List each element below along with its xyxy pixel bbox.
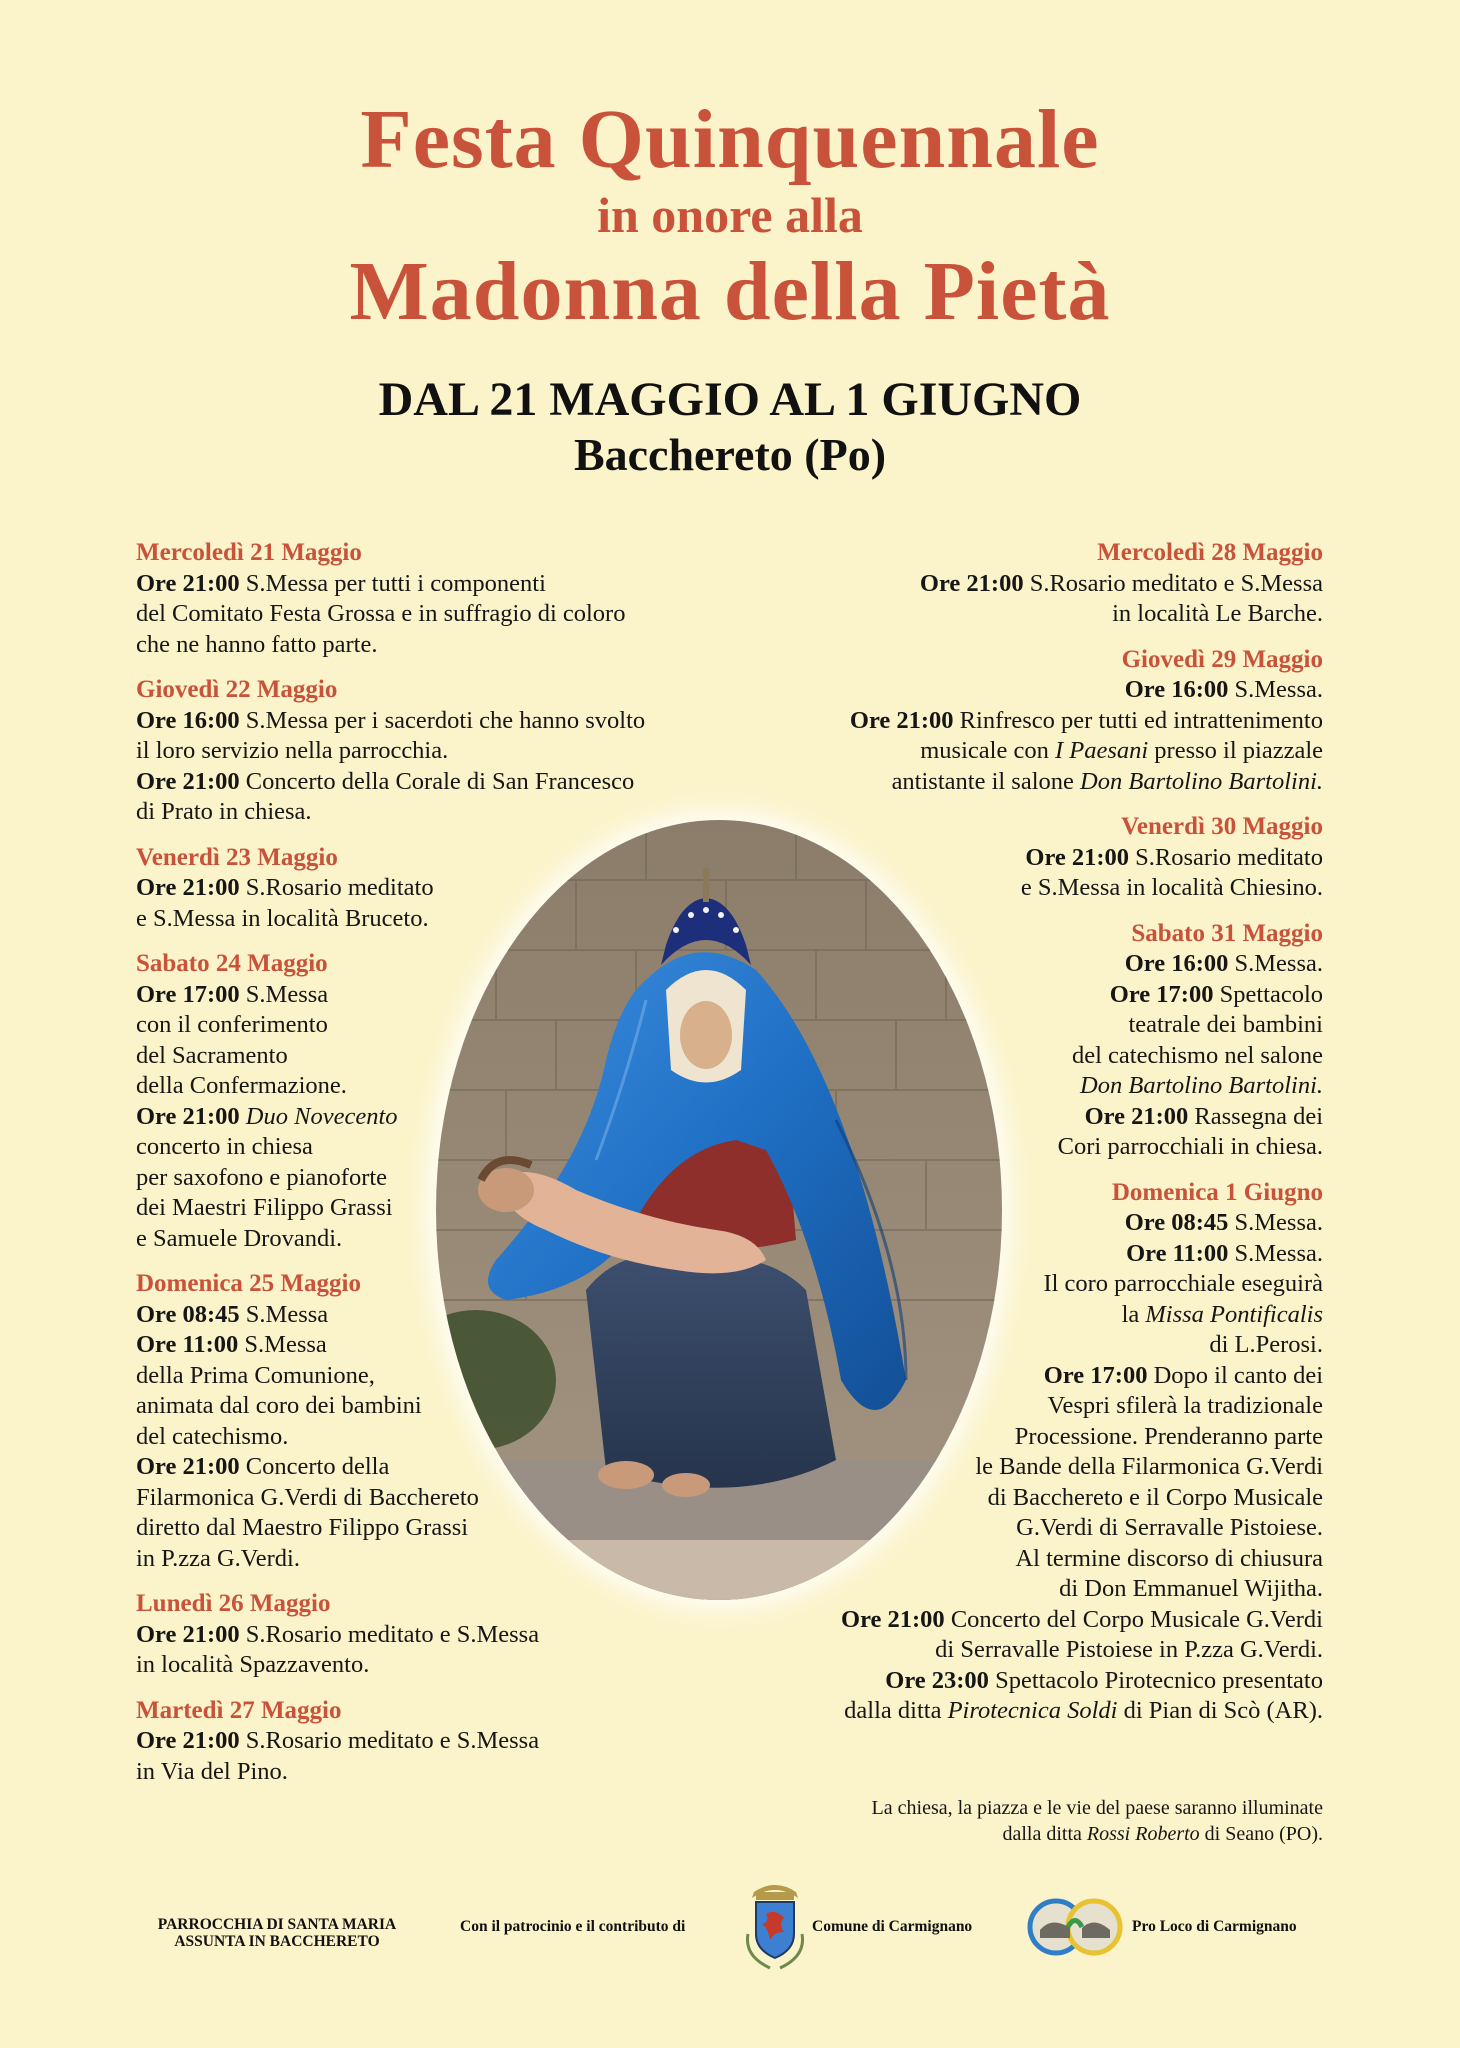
footer-patronage: Con il patrocinio e il contributo di [460,1918,686,1935]
schedule-line [720,675,1323,706]
schedule-line [720,1666,1323,1697]
title-line-3: Madonna della Pietà [349,245,1111,338]
schedule-text: del catechismo nel salone [1071,1041,1323,1069]
schedule-text: di Don Emmanuel Wijitha. [1059,1575,1323,1602]
schedule-text: Dopo il canto dei [1147,1361,1323,1389]
schedule-text: G.Verdi di Serravalle Pistoiese. [1016,1514,1323,1541]
schedule-line [720,1605,1323,1636]
schedule-text: del Sacramento [136,1041,288,1069]
title-line-2: in onore alla [597,187,863,243]
schedule-text: e Samuele Drovandi. [136,1224,343,1252]
schedule-text: S.Rosario meditato e S.Messa [239,1727,540,1754]
schedule-text: del catechismo. [136,1422,289,1450]
schedule-text: S.Messa per tutti i componenti [239,569,546,597]
schedule-text: in P.zza G.Verdi. [136,1544,300,1572]
schedule-day-title: Venerdì 23 Maggio [136,843,338,871]
event-place: Bacchereto (Po) [573,429,887,480]
schedule-time: Ore 17:00 [1109,980,1214,1008]
illumination-note-line1: La chiesa, la piazza e le vie del paese saranno illuminate [871,1797,1323,1819]
schedule-italic-text: Duo Novecento [245,1102,398,1130]
schedule-text: S.Messa [238,1331,327,1358]
schedule-day [136,1589,696,1681]
schedule-time: Ore 17:00 [1043,1361,1148,1389]
schedule-time: Ore 08:45 [136,1300,240,1328]
schedule-text: teatrale dei bambini [1128,1011,1323,1038]
schedule-text: la [1121,1300,1146,1328]
schedule-text: S.Messa. [1228,1209,1323,1236]
schedule-time: Ore 21:00 [136,767,240,795]
schedule-text: Filarmonica G.Verdi di Bacchereto [136,1483,479,1511]
schedule-line [720,599,1323,630]
proloco-logo-icon [1024,1896,1126,1958]
schedule-day-title: Giovedì 29 Maggio [1121,645,1323,673]
schedule-text: con il conferimento [136,1011,328,1038]
schedule-text: e S.Messa in località Bruceto. [136,904,429,932]
schedule-line [136,1620,696,1651]
schedule-day-title: Venerdì 30 Maggio [1121,813,1323,840]
schedule-line [136,797,696,828]
comune-crest-icon [740,1878,810,1974]
schedule-text: di Prato in chiesa. [136,798,312,825]
event-dates: DAL 21 MAGGIO AL 1 GIUGNO [378,373,1082,426]
schedule-text: S.Messa [239,980,329,1008]
schedule-time: Ore 08:45 [1124,1209,1229,1236]
schedule-time: Ore 16:00 [1124,950,1229,977]
schedule-text: Rassegna dei [1188,1102,1323,1130]
schedule-text: S.Messa. [1228,676,1323,703]
schedule-line [720,767,1323,798]
schedule-text: S.Rosario meditato [239,874,434,901]
schedule-day-title: Mercoledì 21 Maggio [136,539,362,566]
schedule-text: S.Messa per i sacerdoti che hanno svolto [239,706,646,734]
schedule-time: Ore 21:00 [136,1620,240,1648]
footer-proloco: Pro Loco di Carmignano [1132,1918,1297,1935]
illumination-note-line2 [700,1821,1323,1847]
schedule-text: le Bande della Filarmonica G.Verdi [975,1453,1323,1480]
schedule-time: Ore 21:00 [849,706,954,734]
schedule-time: Ore 21:00 [136,569,240,597]
schedule-italic-text: Don Bartolino Bartolini. [1080,767,1323,795]
footer-parish-line2: ASSUNTA IN BACCHERETO [174,1933,380,1950]
schedule-italic-text: Don Bartolino Bartolini. [1080,1072,1323,1099]
schedule-text: per saxofono e pianoforte [136,1163,388,1191]
schedule-text: S.Rosario meditato e S.Messa [1023,569,1323,597]
schedule-text: S.Messa. [1228,1239,1323,1267]
schedule-day-title: Lunedì 26 Maggio [136,1590,331,1617]
schedule-line [720,569,1323,600]
schedule-line [720,1635,1323,1666]
statue-illustration [436,820,1002,1600]
title-line-1: Festa Quinquennale [360,93,1100,186]
footer-parish-line1: PARROCCHIA DI SANTA MARIA [157,1916,397,1933]
schedule-line [136,767,696,798]
schedule-time: Ore 17:00 [136,980,240,1008]
schedule-text: S.Rosario meditato [1129,843,1323,871]
schedule-text: Il coro parrocchiale eseguirà [1043,1270,1323,1297]
schedule-text: Concerto della [239,1453,390,1480]
illumination-note-company: Rossi Roberto [1086,1823,1200,1845]
schedule-text: in località Le Barche. [1112,600,1323,627]
footer-comune: Comune di Carmignano [812,1918,973,1935]
schedule-line [136,569,696,600]
schedule-line [136,599,696,630]
schedule-text: antistante il salone [891,767,1081,795]
schedule-line [136,736,696,767]
schedule-text: della Confermazione. [136,1072,347,1099]
schedule-day [720,538,1323,630]
schedule-time: Ore 21:00 [136,1102,240,1130]
schedule-time: Ore 23:00 [885,1666,989,1694]
schedule-text: e S.Messa in località Chiesino. [1020,874,1323,901]
schedule-text: animata dal coro dei bambini [136,1392,422,1419]
schedule-time: Ore 21:00 [841,1605,945,1633]
schedule-text: presso il piazzale [1148,737,1323,764]
illumination-note [700,1795,1323,1847]
schedule-day-title: Domenica 1 Giugno [1111,1178,1323,1206]
illumination-note-suffix: di Seano (PO). [1199,1823,1323,1845]
schedule-text: del Comitato Festa Grossa e in suffragio di coloro [136,600,626,627]
schedule-text: S.Messa [239,1300,329,1328]
schedule-text: Spettacolo [1213,980,1323,1008]
schedule-text: in Via del Pino. [136,1757,288,1785]
footer-parish [132,1916,422,1950]
schedule-line [136,1757,696,1788]
schedule-time: Ore 21:00 [1025,843,1130,871]
schedule-text: di Bacchereto e il Corpo Musicale [987,1483,1323,1511]
schedule-text: Cori parrocchiali in chiesa. [1057,1133,1323,1160]
schedule-line [136,630,696,661]
schedule-line [136,706,696,737]
schedule-time: Ore 21:00 [136,1727,240,1754]
schedule-day-title: Sabato 24 Maggio [136,950,328,977]
schedule-text: Vespri sfilerà la tradizionale [1047,1392,1323,1419]
schedule-line [720,706,1323,737]
schedule-line [720,1696,1323,1727]
schedule-text: di Serravalle Pistoiese in P.zza G.Verdi. [935,1636,1323,1663]
schedule-line [136,1650,696,1681]
schedule-time: Ore 21:00 [919,569,1024,597]
schedule-text: Concerto della Corale di San Francesco [239,767,635,795]
schedule-text: S.Messa. [1228,950,1323,977]
schedule-text: dei Maestri Filippo Grassi [136,1194,393,1221]
schedule-italic-text: I Paesani [1054,737,1149,764]
schedule-text: diretto dal Maestro Filippo Grassi [136,1514,469,1541]
schedule-text: Al termine discorso di chiusura [1015,1544,1323,1572]
schedule-text: della Prima Comunione, [136,1361,375,1389]
schedule-text: di L.Perosi. [1209,1331,1323,1358]
schedule-text: che ne hanno fatto parte. [136,630,378,658]
schedule-day-title: Sabato 31 Maggio [1131,919,1323,947]
schedule-text: concerto in chiesa [136,1133,313,1160]
schedule-text: S.Rosario meditato e S.Messa [239,1620,540,1648]
schedule-time: Ore 21:00 [136,1453,240,1480]
schedule-text: il loro servizio nella parrocchia. [136,737,449,764]
schedule-time: Ore 11:00 [1126,1239,1229,1267]
schedule-text: in località Spazzavento. [136,1651,370,1678]
schedule-day-title: Giovedì 22 Maggio [136,676,338,703]
schedule-day-title: Mercoledì 28 Maggio [1097,539,1323,566]
schedule-time: Ore 21:00 [136,874,240,901]
schedule-time: Ore 11:00 [136,1331,239,1358]
schedule-line [136,1726,696,1757]
madonna-statue-photo [436,820,1002,1600]
schedule-text: Processione. Prenderanno parte [1014,1422,1323,1450]
schedule-day [720,645,1323,798]
schedule-day-title: Domenica 25 Maggio [136,1270,361,1297]
illumination-note-prefix: dalla ditta [1002,1823,1087,1845]
schedule-text: dalla ditta [844,1697,948,1724]
schedule-italic-text: Pirotecnica Soldi [947,1697,1118,1724]
schedule-time: Ore 21:00 [1084,1102,1189,1130]
schedule-day [136,675,696,828]
schedule-time: Ore 16:00 [1124,676,1229,703]
schedule-text: musicale con [920,737,1055,764]
schedule-line [720,736,1323,767]
schedule-text: Spettacolo Pirotecnico presentato [988,1666,1323,1694]
schedule-italic-text: Missa Pontificalis [1145,1300,1323,1328]
schedule-day [136,538,696,660]
schedule-text: Concerto del Corpo Musicale G.Verdi [944,1605,1323,1633]
schedule-day-title: Martedì 27 Maggio [136,1696,342,1724]
schedule-day [136,1696,696,1788]
schedule-time: Ore 16:00 [136,706,240,734]
schedule-text: di Pian di Scò (AR). [1117,1697,1323,1724]
schedule-text: Rinfresco per tutti ed intrattenimento [953,706,1323,734]
